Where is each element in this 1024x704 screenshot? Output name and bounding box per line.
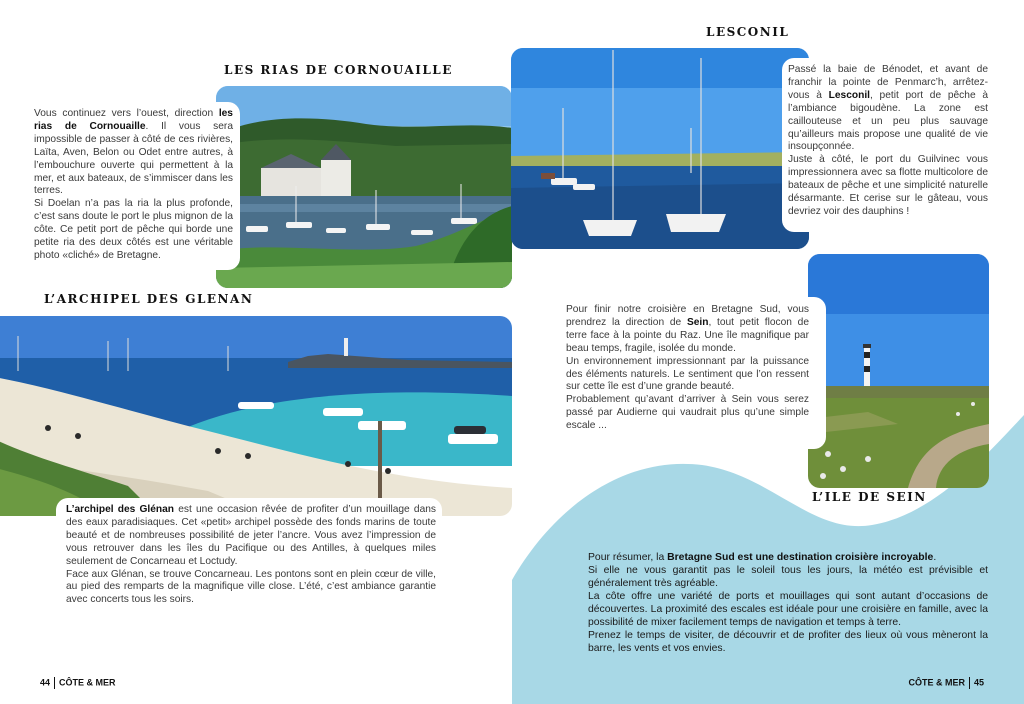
- sein-text: Pour finir notre croisière en Bretagne Sud, vous prendrez la direction de Sein, tout petit flocon de terre face à la pointe du Raz. Une île magnifique par beau temps, fragile, isolée du monde. Un environnement impressionnant par la puissance des éléments naturels. Le sentiment que l’on ressent sur cette île est d’une grande beauté. Probablement qu’avant d’arriver à Sein vous serez passé par Audierne qui vaudrait plus qu’une simple escale ...: [566, 304, 809, 432]
- page-number-right: 45: [973, 677, 984, 688]
- glenan-text: L’archipel des Glénan est une occasion rêvée de profiter d’un mouillage dans des eaux paradisiaques. Cet «petit» archipel possède des fonds marins de toute beauté et de nombreuses possibilité de jeter l’ancre. Vous avez l’impression de vous retrouver dans les îles du Pacifique ou des Antilles, à quelques miles seulement de Concarneau et Loctudy. Face aux Glénan, se trouve Concarneau. Les pontons sont en plein cœur de ville, au pied des remparts de la magnifique ville close. L’été, c’est ambiance garantie avec concerts tous les soirs.: [66, 504, 437, 606]
- magazine-name-right: CÔTE & MER: [908, 677, 965, 688]
- heading-lesconil: LESCONIL: [706, 25, 790, 39]
- photo-glenan-beach: [0, 316, 512, 516]
- photo-lesconil-harbour: [511, 48, 809, 249]
- footer-right: [908, 677, 984, 689]
- heading-sein: L’ILE DE SEIN: [812, 490, 927, 504]
- heading-rias: LES RIAS DE CORNOUAILLE: [224, 63, 453, 77]
- heading-glenan: L’ARCHIPEL DES GLENAN: [44, 292, 254, 306]
- summary-text: Pour résumer, la Bretagne Sud est une destination croisière incroyable. Si elle ne vous garantit pas le soleil tous les jours, la météo est prévisible et généralement très agréable. La côte offre une variété de ports et mouillages qui sont autant d’occasions de découvertes. La proximité des escales est idéale pour une croisière en famille, avec la possibilité de mixer facilement temps de navigation et temps à terre. Prenez le temps de visiter, de découvrir et de profiter des lieux où vous mèneront la barre, les vents et vos envies.: [588, 552, 988, 654]
- photo-ile-de-sein: [808, 254, 989, 488]
- photo-doelan-port: [216, 86, 512, 288]
- rias-text: Vous continuez vers l’ouest, direction les rias de Cornouaille. Il vous sera impossible de passer à côté de ces rivières, Laïta, Aven, Belon ou Odet entre autres, à l’embouchure ouverte qui permettent à la mer, et aux bateaux, de s’immiscer dans les terres. Si Doelan n’a pas la ria la plus profonde, c’est sans doute le port le plus mignon de la côte. Ce petit port de pêche qui borde une petite ria des deux côtés est une véritable photo «cliché» de Bretagne.: [34, 108, 233, 261]
- lesconil-text: Passé la baie de Bénodet, et avant de franchir la pointe de Penmarc’h, arrêtez-vous à Lesconil, petit port de pêche à l’ambiance bigoudène. La zone est caillouteuse et un peu plus sauvage qu’ailleurs mais propose une qualité de vie insoupçonnée. Juste à côté, le port du Guilvinec vous impressionnera avec sa flotte multicolore de bateaux de pêche et une simplicité naturelle désarmante. Et cerise sur le gâteau, vous devriez voir des dauphins !: [788, 64, 988, 217]
- footer-left: [40, 677, 116, 689]
- page-number-left: 44: [40, 677, 51, 688]
- magazine-name-left: CÔTE & MER: [59, 677, 116, 688]
